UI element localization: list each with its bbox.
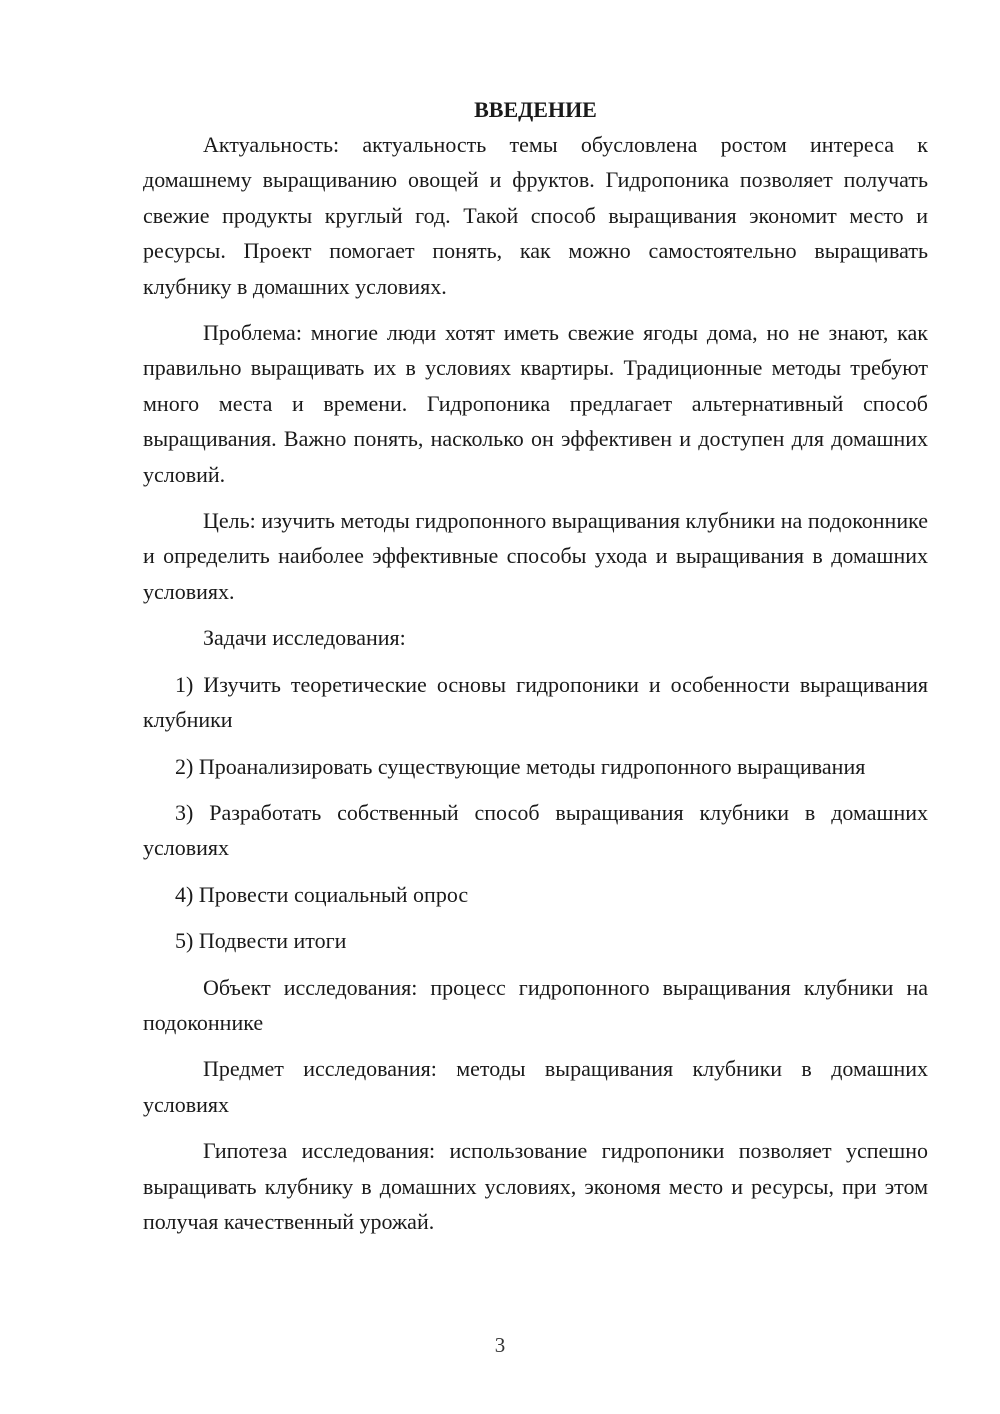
paragraph-subject: Предмет исследования: методы выращивания клубники в домашних условиях — [143, 1056, 928, 1117]
paragraph-problem: Проблема: многие люди хотят иметь свежие ягоды дома, но не знают, как правильно выращивать их в условиях квартиры. Традиционные методы требуют много места и времени. Гидропоника предлагает альтернативный способ выращивания. Важно понять, насколько он эффективен и доступен для домашних условий. — [143, 320, 928, 487]
paragraph-tasks-intro: Задачи исследования: — [203, 625, 406, 651]
paragraph-goal: Цель: изучить методы гидропонного выращивания клубники на подоконнике и определить наиболее эффективные способы ухода и выращивания в домашних условиях. — [143, 508, 928, 604]
document-page — [143, 92, 928, 1250]
list-item: 1) Изучить теоретические основы гидропоники и особенности выращивания клубники — [143, 671, 928, 733]
list-item: 4) Провести социальный опрос — [175, 881, 469, 907]
paragraph-relevance: Актуальность: актуальность темы обусловлена ростом интереса к домашнему выращиванию овощей и фруктов. Гидропоника позволяет получать свежие продукты круглый год. Такой способ выращивания экономит место и ресурсы. Проект помогает понять, как можно самостоятельно выращивать клубнику в домашних условиях. — [143, 132, 928, 299]
list-item: 2) Проанализировать существующие методы гидропонного выращивания — [175, 753, 866, 779]
paragraph-object: Объект исследования: процесс гидропонного выращивания клубники на подоконнике — [143, 974, 928, 1035]
list-item: 5) Подвести итоги — [175, 928, 347, 954]
page-title: ВВЕДЕНИЕ — [474, 97, 597, 122]
page-number: 3 — [494, 1333, 506, 1357]
list-item: 3) Разработать собственный способ выращивания клубники в домашних условиях — [143, 799, 928, 861]
paragraph-hypothesis: Гипотеза исследования: использование гидропоники позволяет успешно выращивать клубнику в домашних условиях, экономя место и ресурсы, при этом получая качественный урожай. — [143, 1138, 928, 1234]
